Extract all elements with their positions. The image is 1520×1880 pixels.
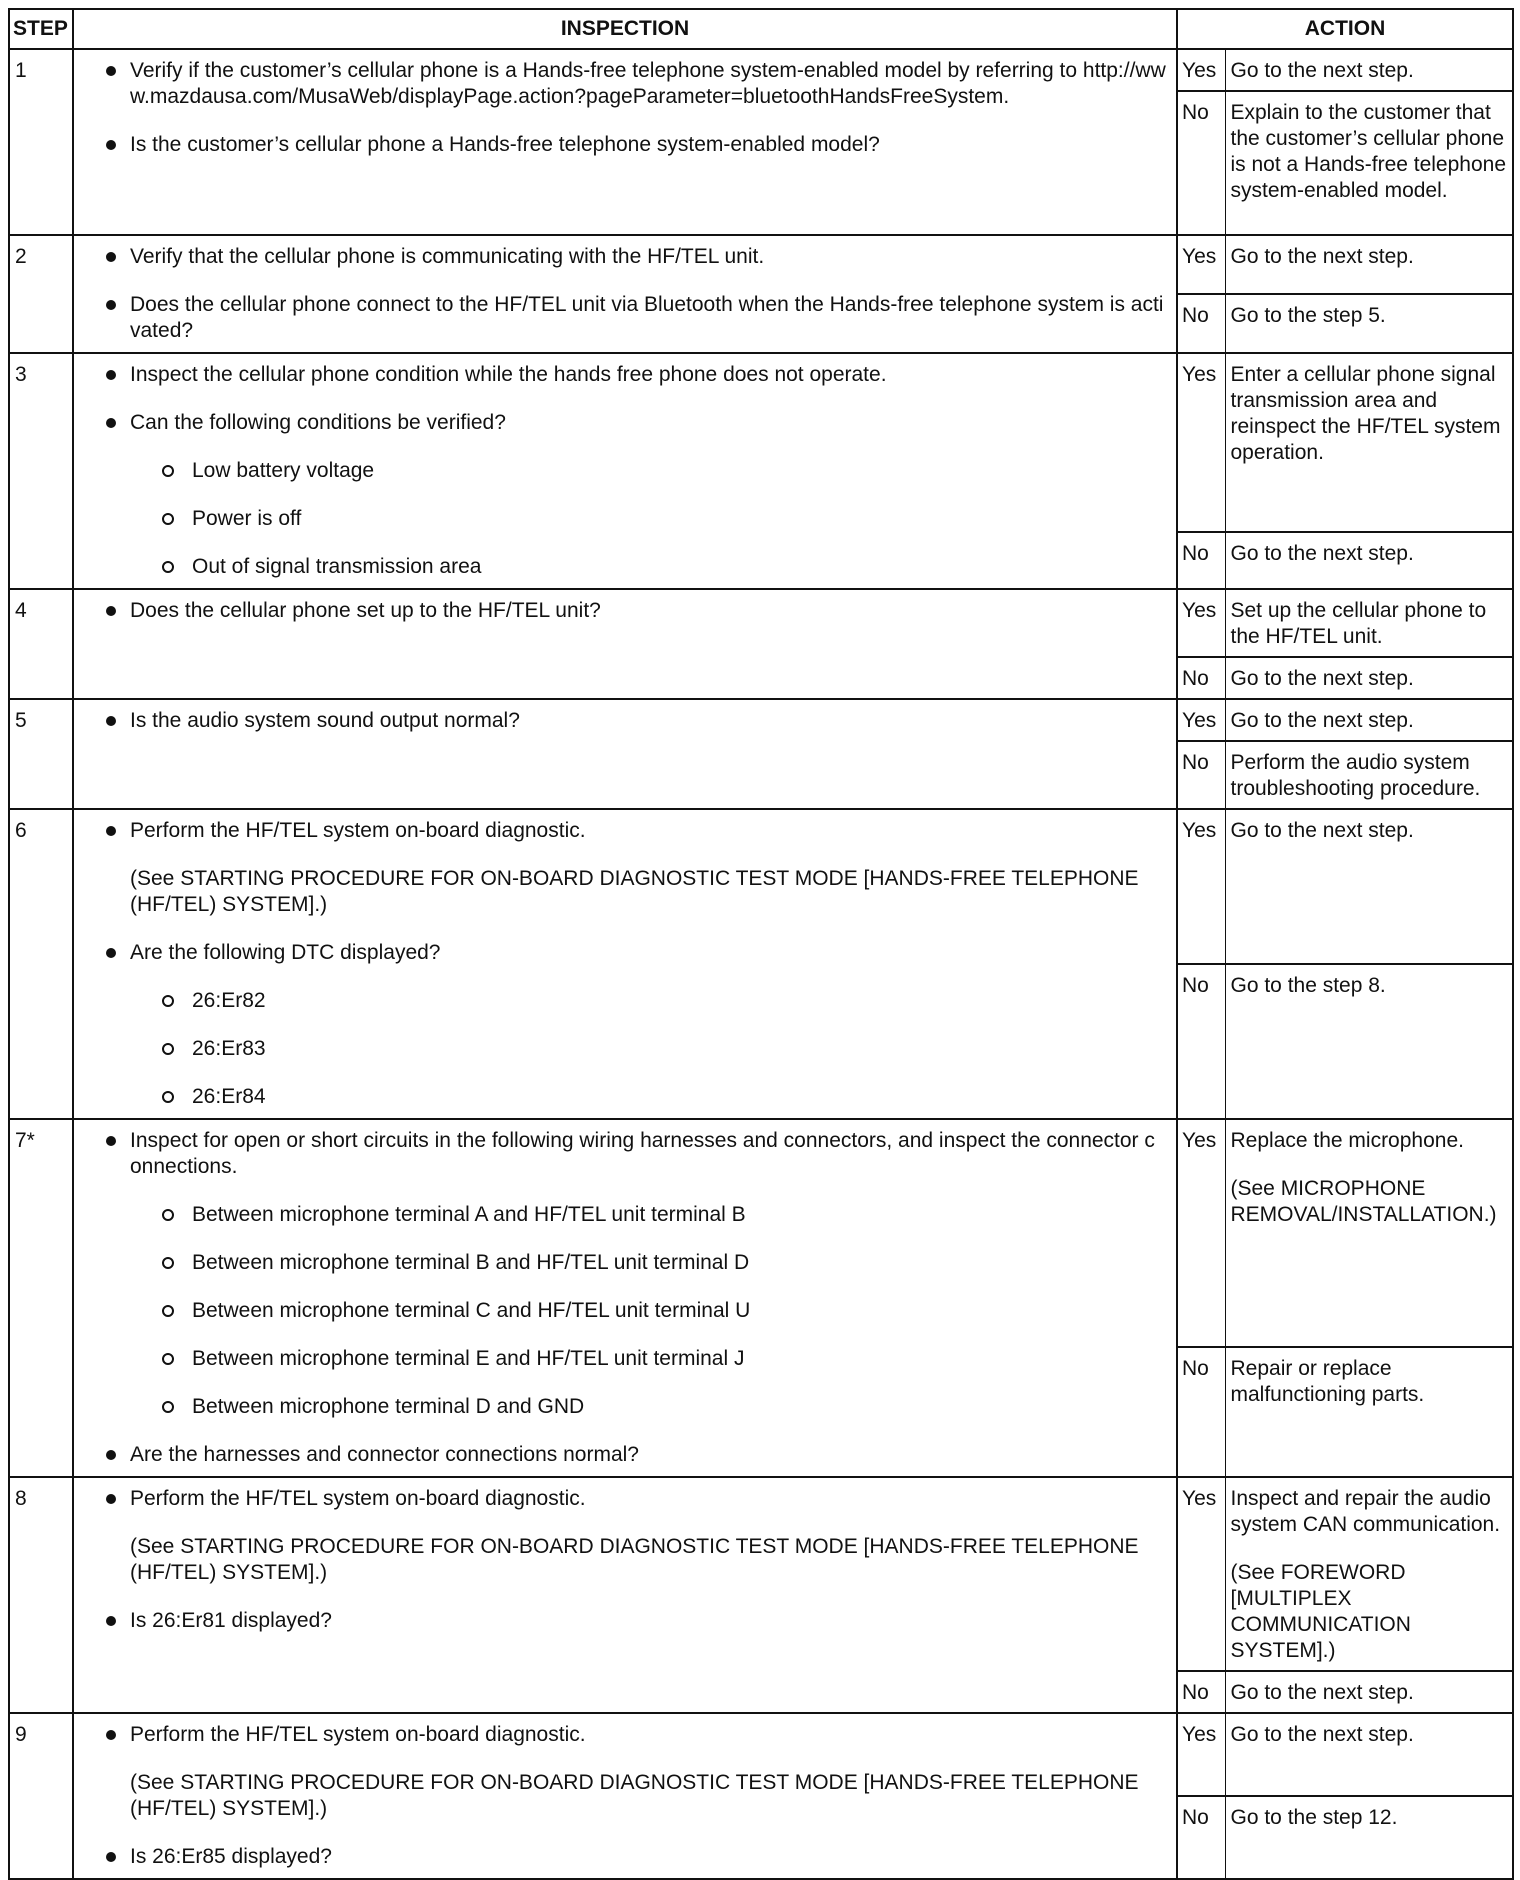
bullet-item — [94, 708, 1166, 734]
yes-action-cell — [1225, 1119, 1513, 1347]
yes-action: Go to the next step. — [1225, 809, 1513, 964]
bullet-item — [94, 1442, 1166, 1468]
inspection-cell — [73, 809, 1177, 1119]
sub-bullet-text: Between microphone terminal C and HF/TEL unit terminal U — [192, 1299, 751, 1322]
circle-bullet-icon — [162, 506, 192, 532]
step-number: 6 — [9, 809, 73, 1119]
bullet-item — [94, 244, 1166, 270]
bullet-text: Does the cellular phone set up to the HF/TEL unit? — [130, 599, 601, 622]
bullet-text: Inspect the cellular phone condition while the hands free phone does not operate. — [130, 363, 887, 386]
sub-bullet-item — [162, 554, 1166, 580]
yes-action: Inspect and repair the audio system CAN communication. — [1230, 1487, 1501, 1536]
bullet-text: Verify that the cellular phone is communicating with the HF/TEL unit. — [130, 245, 765, 268]
bullet-icon — [94, 708, 130, 734]
sub-bullet-text: 26:Er82 — [192, 989, 266, 1012]
sub-bullet-text: Between microphone terminal A and HF/TEL unit terminal B — [192, 1203, 746, 1226]
yes-label: Yes — [1177, 589, 1225, 657]
step-number: 1 — [9, 49, 73, 235]
step-number: 7* — [9, 1119, 73, 1477]
bullet-icon — [94, 1128, 130, 1180]
bullet-text: Are the harnesses and connector connections normal? — [130, 1443, 639, 1466]
table-row — [9, 1119, 1513, 1347]
yes-action-cell — [1225, 1477, 1513, 1671]
bullet-text: Perform the HF/TEL system on-board diagnostic. — [130, 819, 586, 842]
no-label: No — [1177, 1796, 1225, 1879]
circle-bullet-icon — [162, 554, 192, 580]
circle-bullet-icon — [162, 1036, 192, 1062]
sub-bullet-item — [162, 458, 1166, 484]
no-action: Go to the step 5. — [1225, 294, 1513, 353]
step-number: 2 — [9, 235, 73, 353]
sub-bullet-item — [162, 1036, 1166, 1062]
yes-label: Yes — [1177, 235, 1225, 294]
bullet-item — [94, 1486, 1166, 1512]
no-label: No — [1177, 657, 1225, 699]
bullet-icon — [94, 292, 130, 344]
bullet-icon — [94, 362, 130, 388]
bullet-icon — [94, 1486, 130, 1512]
inspection-cell — [73, 49, 1177, 235]
circle-bullet-icon — [162, 1346, 192, 1372]
yes-label: Yes — [1177, 353, 1225, 532]
table-row — [9, 353, 1513, 532]
table-row — [9, 1477, 1513, 1671]
sub-bullet-text: 26:Er83 — [192, 1037, 266, 1060]
no-action: Explain to the customer that the customer’s cellular phone is not a Hands-free telephone system-enabled model. — [1225, 91, 1513, 235]
bullet-text: Perform the HF/TEL system on-board diagnostic. — [130, 1487, 586, 1510]
bullet-text: Is the customer’s cellular phone a Hands-free telephone system-enabled model? — [130, 133, 880, 156]
bullet-item — [94, 940, 1166, 966]
see-reference: (See STARTING PROCEDURE FOR ON-BOARD DIAGNOSTIC TEST MODE [HANDS-FREE TELEPHONE (HF/TEL) SYSTEM].) — [130, 867, 1139, 916]
yes-label: Yes — [1177, 699, 1225, 741]
bullet-icon — [94, 1722, 130, 1748]
no-action: Go to the step 8. — [1225, 964, 1513, 1119]
yes-action-reference: (See MICROPHONE REMOVAL/INSTALLATION.) — [1230, 1177, 1497, 1226]
bullet-text: Inspect for open or short circuits in the following wiring harnesses and connectors, and inspect the connector connections. — [130, 1129, 1155, 1178]
yes-action: Replace the microphone. — [1230, 1129, 1464, 1152]
no-label: No — [1177, 741, 1225, 809]
circle-bullet-icon — [162, 458, 192, 484]
bullet-item — [94, 292, 1166, 344]
yes-label: Yes — [1177, 1713, 1225, 1796]
bullet-item — [94, 362, 1166, 388]
bullet-icon — [94, 410, 130, 436]
no-label: No — [1177, 294, 1225, 353]
sub-bullet-text: Power is off — [192, 507, 302, 530]
bullet-icon — [94, 58, 130, 110]
sub-bullet-item — [162, 1202, 1166, 1228]
bullet-text: Is 26:Er81 displayed? — [130, 1609, 332, 1632]
yes-action-reference: (See FOREWORD [MULTIPLEX COMMUNICATION SYSTEM].) — [1230, 1561, 1411, 1662]
circle-bullet-icon — [162, 1084, 192, 1110]
yes-action: Go to the next step. — [1225, 235, 1513, 294]
bullet-icon — [94, 132, 130, 158]
yes-action: Enter a cellular phone signal transmission area and reinspect the HF/TEL system operation. — [1225, 353, 1513, 532]
no-action: Go to the step 12. — [1225, 1796, 1513, 1879]
sub-bullet-item — [162, 988, 1166, 1014]
step-number: 5 — [9, 699, 73, 809]
sub-bullet-text: Between microphone terminal E and HF/TEL unit terminal J — [192, 1347, 745, 1370]
bullet-icon — [94, 244, 130, 270]
no-label: No — [1177, 1347, 1225, 1477]
circle-bullet-icon — [162, 1202, 192, 1228]
see-reference: (See STARTING PROCEDURE FOR ON-BOARD DIAGNOSTIC TEST MODE [HANDS-FREE TELEPHONE (HF/TEL) SYSTEM].) — [130, 1535, 1139, 1584]
inspection-cell — [73, 699, 1177, 809]
inspection-cell — [73, 1477, 1177, 1713]
step-number: 9 — [9, 1713, 73, 1879]
sub-bullet-item — [162, 506, 1166, 532]
troubleshooting-page — [8, 8, 1512, 1880]
bullet-item — [94, 1608, 1166, 1634]
troubleshooting-table — [8, 8, 1514, 1880]
table-row — [9, 699, 1513, 741]
bullet-icon — [94, 1608, 130, 1634]
bullet-item — [94, 410, 1166, 436]
no-action: Go to the next step. — [1225, 532, 1513, 589]
inspection-cell — [73, 353, 1177, 589]
bullet-item — [94, 598, 1166, 624]
no-action: Go to the next step. — [1225, 657, 1513, 699]
no-label: No — [1177, 964, 1225, 1119]
table-row — [9, 49, 1513, 91]
circle-bullet-icon — [162, 988, 192, 1014]
bullet-text: Can the following conditions be verified? — [130, 411, 506, 434]
sub-bullet-item — [162, 1394, 1166, 1420]
no-action: Go to the next step. — [1225, 1671, 1513, 1713]
table-row — [9, 589, 1513, 657]
bullet-item — [94, 132, 1166, 158]
no-label: No — [1177, 91, 1225, 235]
no-label: No — [1177, 532, 1225, 589]
bullet-item — [94, 1128, 1166, 1180]
yes-label: Yes — [1177, 1119, 1225, 1347]
bullet-text: Verify if the customer’s cellular phone is a Hands-free telephone system-enabled model by referring to http://www.mazdausa.com/MusaWeb/displayPage.action?pageParameter=bluetoothHandsFreeSystem. — [130, 59, 1166, 108]
bullet-icon — [94, 940, 130, 966]
bullet-item — [94, 818, 1166, 844]
no-action: Perform the audio system troubleshooting procedure. — [1225, 741, 1513, 809]
no-action: Repair or replace malfunctioning parts. — [1225, 1347, 1513, 1477]
bullet-icon — [94, 1442, 130, 1468]
inspection-cell — [73, 1713, 1177, 1879]
table-header-row — [9, 9, 1513, 49]
table-row — [9, 1713, 1513, 1796]
step-column-header: STEP — [9, 9, 73, 49]
bullet-icon — [94, 1844, 130, 1870]
circle-bullet-icon — [162, 1394, 192, 1420]
yes-label: Yes — [1177, 1477, 1225, 1671]
bullet-text: Does the cellular phone connect to the HF/TEL unit via Bluetooth when the Hands-free telephone system is activated? — [130, 293, 1164, 342]
step-number: 8 — [9, 1477, 73, 1713]
see-reference: (See STARTING PROCEDURE FOR ON-BOARD DIAGNOSTIC TEST MODE [HANDS-FREE TELEPHONE (HF/TEL) SYSTEM].) — [130, 1771, 1139, 1820]
no-label: No — [1177, 1671, 1225, 1713]
inspection-cell — [73, 1119, 1177, 1477]
bullet-text: Are the following DTC displayed? — [130, 941, 441, 964]
bullet-text: Is 26:Er85 displayed? — [130, 1845, 332, 1868]
bullet-icon — [94, 598, 130, 624]
yes-action: Set up the cellular phone to the HF/TEL unit. — [1225, 589, 1513, 657]
sub-bullet-text: Out of signal transmission area — [192, 555, 482, 578]
sub-bullet-text: Between microphone terminal D and GND — [192, 1395, 585, 1418]
bullet-item — [94, 1844, 1166, 1870]
inspection-cell — [73, 589, 1177, 699]
inspection-cell — [73, 235, 1177, 353]
yes-label: Yes — [1177, 49, 1225, 91]
step-number: 4 — [9, 589, 73, 699]
sub-bullet-item — [162, 1084, 1166, 1110]
table-row — [9, 235, 1513, 294]
step-number: 3 — [9, 353, 73, 589]
sub-bullet-text: 26:Er84 — [192, 1085, 266, 1108]
yes-action: Go to the next step. — [1225, 1713, 1513, 1796]
bullet-item — [94, 58, 1166, 110]
sub-bullet-item — [162, 1298, 1166, 1324]
circle-bullet-icon — [162, 1250, 192, 1276]
sub-bullet-item — [162, 1346, 1166, 1372]
bullet-text: Is the audio system sound output normal? — [130, 709, 520, 732]
inspection-column-header: INSPECTION — [73, 9, 1177, 49]
action-column-header: ACTION — [1177, 9, 1513, 49]
circle-bullet-icon — [162, 1298, 192, 1324]
bullet-item — [94, 1722, 1166, 1748]
sub-bullet-item — [162, 1250, 1166, 1276]
yes-action: Go to the next step. — [1225, 699, 1513, 741]
sub-bullet-text: Between microphone terminal B and HF/TEL unit terminal D — [192, 1251, 750, 1274]
bullet-icon — [94, 818, 130, 844]
bullet-text: Perform the HF/TEL system on-board diagnostic. — [130, 1723, 586, 1746]
yes-label: Yes — [1177, 809, 1225, 964]
sub-bullet-text: Low battery voltage — [192, 459, 375, 482]
yes-action: Go to the next step. — [1225, 49, 1513, 91]
table-row — [9, 809, 1513, 964]
